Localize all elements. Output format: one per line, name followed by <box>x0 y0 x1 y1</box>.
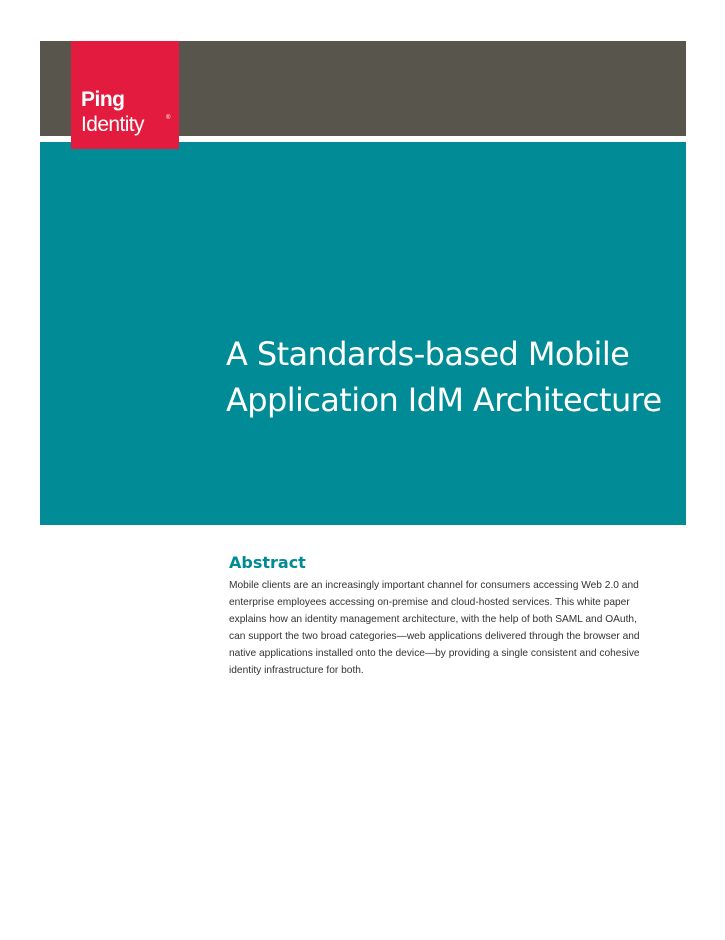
ping-identity-logo <box>71 41 179 149</box>
title-line-1: A Standards-based Mobile <box>226 335 630 373</box>
abstract-line-3: explains how an identity management architecture, with the help of both SAML and OAuth, <box>229 614 637 625</box>
title-line-2: Application IdM Architecture <box>226 381 662 419</box>
abstract-line-1: Mobile clients are an increasingly important channel for consumers accessing Web 2.0 and <box>229 580 639 591</box>
logo-text-ping: Ping <box>81 88 125 111</box>
logo-registered-mark: ® <box>166 115 171 121</box>
abstract-line-6: identity infrastructure for both. <box>229 665 364 676</box>
abstract-line-4: can support the two broad categories—web applications delivered through the browser and <box>229 631 640 642</box>
abstract-body <box>229 577 669 679</box>
logo-text-identity: Identity <box>81 113 144 136</box>
abstract-line-2: enterprise employees accessing on-premise and cloud-hosted services. This white paper <box>229 597 630 608</box>
abstract-line-5: native applications installed onto the device—by providing a single consistent and cohesive <box>229 648 640 659</box>
abstract-heading: Abstract <box>229 553 306 572</box>
document-title <box>226 331 681 423</box>
